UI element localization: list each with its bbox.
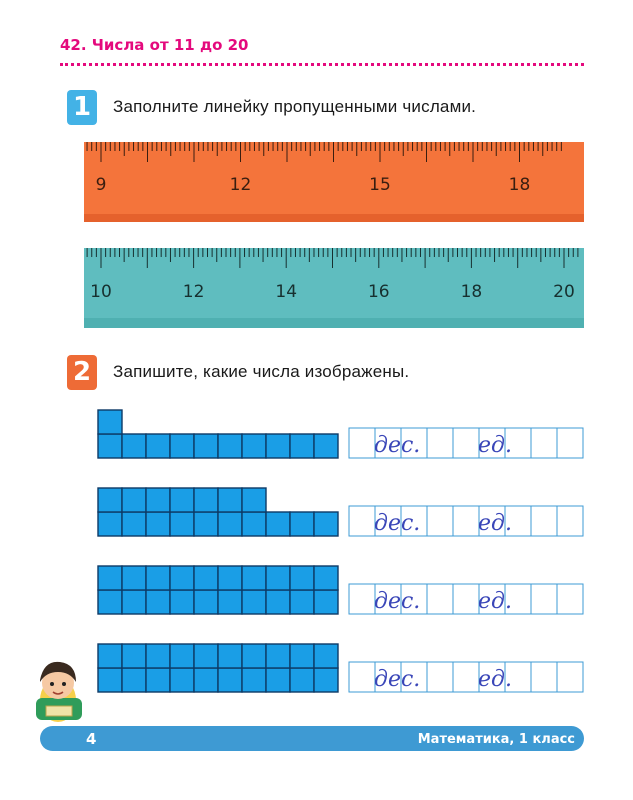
answer-cell[interactable] (427, 584, 453, 614)
ruler-orange (84, 142, 584, 222)
ruler-orange-edge (84, 214, 584, 222)
unit-block (122, 434, 146, 458)
task-2-instruction: Запишите, какие числа изображены. (113, 362, 410, 381)
ruler-label: 12 (182, 282, 205, 302)
block-row (98, 566, 583, 614)
unit-block (146, 590, 170, 614)
unit-block (122, 668, 146, 692)
unit-block (122, 644, 146, 668)
unit-block (314, 644, 338, 668)
unit-block (218, 668, 242, 692)
tens-label: дес. (374, 511, 421, 536)
tens-label: дес. (374, 589, 421, 614)
unit-block (170, 590, 194, 614)
ruler-teal-body (84, 248, 584, 328)
unit-block (98, 512, 122, 536)
unit-block (98, 410, 122, 434)
task-1-instruction: Заполните линейку пропущенными числами. (113, 97, 477, 116)
ruler-label: 10 (90, 282, 112, 302)
unit-block (314, 566, 338, 590)
task-1-badge: 1 (67, 90, 97, 125)
page-title: 42. Числа от 11 до 20 (60, 36, 249, 54)
answer-cell[interactable] (557, 506, 583, 536)
unit-block (122, 488, 146, 512)
unit-block (314, 434, 338, 458)
unit-block (98, 590, 122, 614)
ones-label: ед. (478, 511, 512, 536)
unit-block (242, 566, 266, 590)
ruler-teal-edge (84, 318, 584, 328)
unit-block (170, 644, 194, 668)
unit-block (266, 590, 290, 614)
ones-label: ед. (478, 589, 512, 614)
ruler-label: 16 (367, 282, 390, 302)
number-block-rows (98, 410, 583, 692)
answer-cell[interactable] (557, 428, 583, 458)
unit-block (194, 644, 218, 668)
unit-block (290, 644, 314, 668)
block-row (98, 410, 583, 458)
ruler-label: 18 (508, 175, 531, 195)
answer-cell[interactable] (531, 506, 557, 536)
unit-block (218, 434, 242, 458)
unit-block (218, 566, 242, 590)
unit-block (146, 644, 170, 668)
tens-label: дес. (374, 433, 421, 458)
answer-cell[interactable] (349, 506, 375, 536)
answer-cell[interactable] (557, 662, 583, 692)
ruler-teal (84, 248, 584, 328)
unit-block (170, 512, 194, 536)
ruler-label: 20 (553, 282, 575, 302)
kid-illustration (36, 662, 82, 722)
unit-block (98, 644, 122, 668)
tens-label: дес. (374, 667, 421, 692)
answer-cell[interactable] (427, 506, 453, 536)
answer-cell[interactable] (349, 428, 375, 458)
unit-block (98, 488, 122, 512)
unit-block (122, 590, 146, 614)
unit-block (266, 644, 290, 668)
unit-block (146, 566, 170, 590)
task-2-badge: 2 (67, 355, 97, 390)
unit-block (242, 644, 266, 668)
ruler-label: 18 (460, 282, 483, 302)
unit-block (242, 512, 266, 536)
block-row (98, 488, 583, 536)
unit-block (194, 566, 218, 590)
unit-block (98, 668, 122, 692)
unit-block (266, 434, 290, 458)
unit-block (314, 590, 338, 614)
unit-block (242, 488, 266, 512)
unit-block (242, 590, 266, 614)
answer-cell[interactable] (427, 662, 453, 692)
unit-block (194, 434, 218, 458)
answer-cell[interactable] (453, 662, 479, 692)
answer-cell[interactable] (531, 584, 557, 614)
unit-block (170, 434, 194, 458)
ones-label: ед. (478, 667, 512, 692)
unit-block (290, 590, 314, 614)
ruler-label: 15 (369, 175, 391, 195)
unit-block (98, 566, 122, 590)
unit-block (266, 668, 290, 692)
unit-block (218, 488, 242, 512)
answer-cell[interactable] (531, 662, 557, 692)
unit-block (194, 512, 218, 536)
page-number: 4 (86, 730, 97, 748)
ruler-label: 14 (275, 282, 298, 302)
unit-block (242, 434, 266, 458)
unit-block (290, 566, 314, 590)
unit-block (170, 668, 194, 692)
unit-block (314, 668, 338, 692)
ruler-label: 12 (229, 175, 252, 195)
answer-cell[interactable] (453, 584, 479, 614)
unit-block (218, 512, 242, 536)
answer-cell[interactable] (427, 428, 453, 458)
unit-block (266, 512, 290, 536)
unit-block (122, 512, 146, 536)
unit-block (218, 590, 242, 614)
unit-block (170, 566, 194, 590)
unit-block (290, 512, 314, 536)
unit-block (146, 668, 170, 692)
answer-cell[interactable] (453, 506, 479, 536)
unit-block (266, 566, 290, 590)
footer-subject: Математика, 1 класс (417, 732, 575, 747)
ruler-label: 9 (95, 175, 107, 195)
block-row (98, 644, 583, 692)
unit-block (218, 644, 242, 668)
answer-cell[interactable] (453, 428, 479, 458)
unit-block (290, 668, 314, 692)
unit-block (290, 434, 314, 458)
unit-block (146, 488, 170, 512)
unit-block (314, 512, 338, 536)
answer-cell[interactable] (349, 584, 375, 614)
unit-block (194, 488, 218, 512)
unit-block (194, 668, 218, 692)
unit-block (146, 434, 170, 458)
unit-block (98, 434, 122, 458)
unit-block (146, 512, 170, 536)
unit-block (170, 488, 194, 512)
unit-block (122, 566, 146, 590)
unit-block (194, 590, 218, 614)
answer-cell[interactable] (557, 584, 583, 614)
ones-label: ед. (478, 433, 512, 458)
answer-cell[interactable] (531, 428, 557, 458)
answer-cell[interactable] (349, 662, 375, 692)
unit-block (242, 668, 266, 692)
